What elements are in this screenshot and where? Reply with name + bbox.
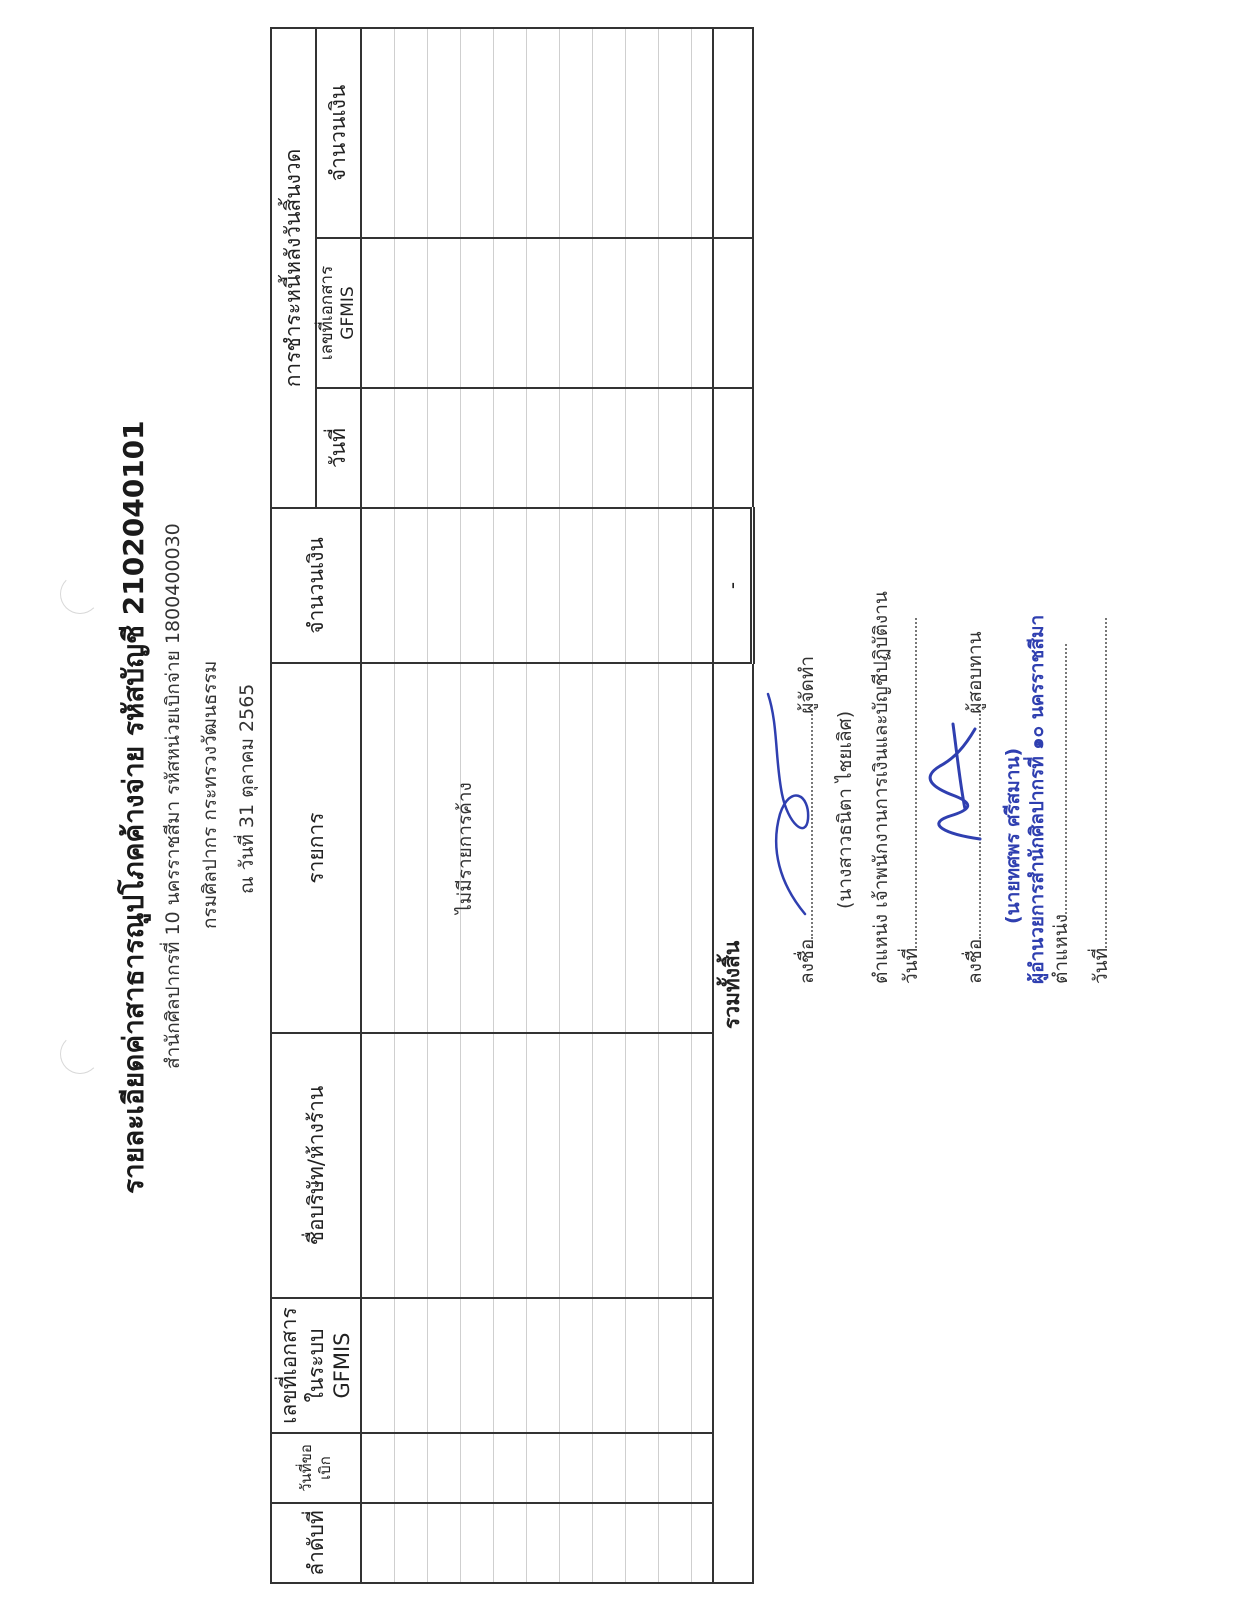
preparer-date-prefix: วันที่ [900, 947, 922, 984]
body-pay-amount [361, 28, 713, 238]
col-gfmis-doc-line2: ในระบบ GFMIS [303, 1328, 354, 1403]
reviewer-signature-stroke [930, 724, 980, 839]
col-pay-date: วันที่ [316, 388, 361, 508]
col-gfmis-doc [271, 1298, 361, 1433]
department-line: กรมศิลปากร กระทรวงวัฒนธรรม [199, 660, 221, 929]
total-label: รวมทั้งสิ้น [713, 663, 753, 1033]
body-request-date [361, 1433, 713, 1503]
no-items-text: ไม่มีรายการค้าง [453, 782, 476, 914]
reviewer-position-prefix: ตำแหน่ง [1050, 913, 1072, 984]
col-request-date: วันที่ขอเบิก [271, 1433, 361, 1503]
col-amount: จำนวนเงิน [271, 508, 361, 663]
body-seq [361, 1503, 713, 1583]
office-line: สำนักศิลปากรที่ 10 นครราชสีมา รหัสหน่วยเบิกจ่าย 1800400030 [162, 523, 184, 1069]
body-vendor [361, 1033, 713, 1298]
preparer-position: ตำแหน่ง เจ้าพนักงานการเงินและบัญชีปฏิบัติงาน [870, 591, 892, 984]
reviewer-signature [905, 714, 1005, 854]
col-vendor: ชื่อบริษัท/ห้างร้าน [271, 1033, 361, 1298]
report-table [270, 27, 755, 1584]
total-pay-amount [713, 28, 753, 238]
body-item [361, 663, 713, 1033]
total-pay-doc [713, 238, 753, 388]
total-blank [713, 1033, 753, 1583]
reviewer-date-line [1086, 618, 1116, 984]
col-gfmis-doc-line1: เลขที่เอกสาร [277, 1307, 302, 1424]
total-pay-date [713, 388, 753, 508]
col-payment-group: การชำระหนี้หลังวันสิ้นงวด [271, 28, 316, 508]
reviewer-sign-prefix: ลงชื่อ [964, 938, 986, 984]
col-pay-amount: จำนวนเงิน [316, 28, 361, 238]
body-gfmis-doc [361, 1298, 713, 1433]
body-amount [361, 508, 713, 663]
reviewer-role: ผู้สอบทาน [964, 631, 986, 714]
col-item: รายการ [271, 663, 361, 1033]
preparer-sign-prefix: ลงชื่อ [796, 938, 818, 984]
reviewer-name: (นายทศพร ศรีสมาน) [1002, 747, 1024, 924]
preparer-role: ผู้จัดทำ [796, 655, 818, 714]
col-pay-doc: เลขที่เอกสาร GFMIS [316, 238, 361, 388]
document-title: รายละเอียดค่าสาธารณูปโภคค้างจ่าย รหัสบัญชี 2102040101 [117, 420, 150, 1194]
preparer-signature [750, 684, 820, 924]
preparer-name: (นางสาวธนิตา ไชยเลิศ) [834, 710, 856, 909]
preparer-signature-stroke [768, 694, 808, 914]
scan-smudge-1 [60, 1034, 100, 1074]
reviewer-date-prefix: วันที่ [1090, 947, 1112, 984]
scan-smudge-2 [60, 574, 100, 614]
as-of-date: ณ วันที่ 31 ตุลาคม 2565 [236, 683, 258, 894]
total-amount: - [713, 508, 753, 663]
body-pay-doc [361, 238, 713, 388]
col-seq: ลำดับที่ [271, 1503, 361, 1583]
reviewer-position-line [1046, 644, 1076, 984]
reviewer-title: ผู้อำนวยการสำนักศิลปากรที่ ๑๐ นครราชสีมา [1026, 614, 1048, 984]
body-pay-date [361, 388, 713, 508]
